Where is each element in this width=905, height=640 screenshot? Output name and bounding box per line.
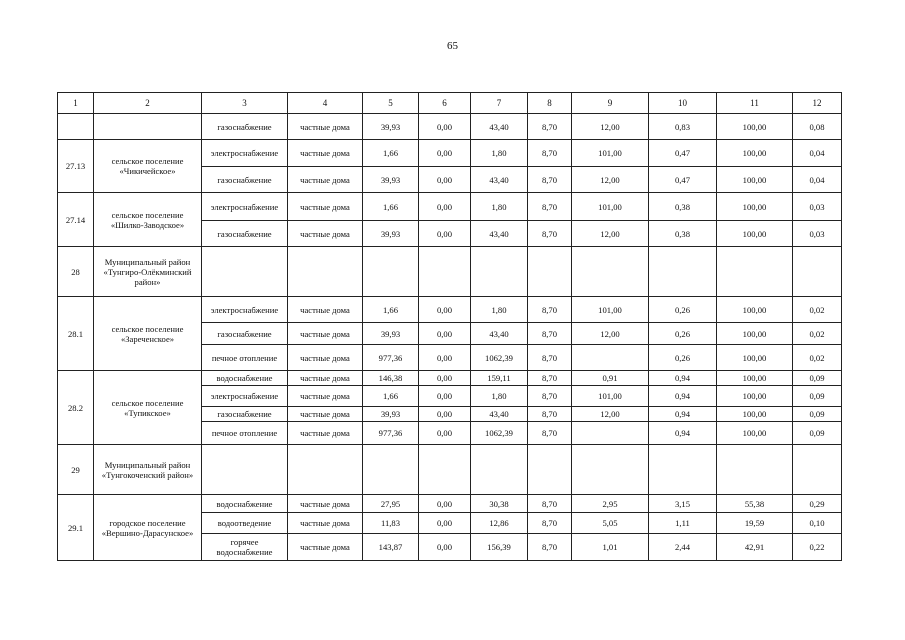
value-cell: 0,29 (793, 495, 842, 513)
settlement-name (94, 114, 202, 140)
value-cell: 0,03 (793, 221, 842, 247)
value-cell: 0,00 (419, 167, 471, 193)
table-body (58, 93, 842, 561)
header-cell: 9 (572, 93, 649, 114)
value-cell: 0,04 (793, 140, 842, 167)
value-cell: 30,38 (471, 495, 528, 513)
value-cell (717, 247, 793, 297)
value-cell: 0,47 (649, 167, 717, 193)
value-cell: 43,40 (471, 114, 528, 140)
value-cell: 8,70 (528, 407, 572, 422)
value-cell: 1062,39 (471, 345, 528, 371)
value-cell (793, 445, 842, 495)
value-cell: 0,10 (793, 513, 842, 534)
housing-type-cell: частные дома (288, 140, 363, 167)
value-cell: 2,44 (649, 534, 717, 561)
value-cell: 101,00 (572, 297, 649, 323)
value-cell: 0,00 (419, 193, 471, 221)
value-cell: 1,11 (649, 513, 717, 534)
value-cell: 0,00 (419, 323, 471, 345)
settlement-name: сельское поселение «Зареченское» (94, 297, 202, 371)
value-cell: 100,00 (717, 114, 793, 140)
value-cell: 1,66 (363, 386, 419, 407)
value-cell: 0,91 (572, 371, 649, 386)
value-cell: 8,70 (528, 345, 572, 371)
value-cell: 100,00 (717, 386, 793, 407)
value-cell (649, 247, 717, 297)
housing-type-cell: частные дома (288, 297, 363, 323)
value-cell: 100,00 (717, 167, 793, 193)
value-cell: 43,40 (471, 323, 528, 345)
value-cell: 0,22 (793, 534, 842, 561)
value-cell: 0,94 (649, 422, 717, 445)
value-cell: 12,00 (572, 114, 649, 140)
housing-type-cell (288, 445, 363, 495)
header-cell: 3 (202, 93, 288, 114)
value-cell: 146,38 (363, 371, 419, 386)
value-cell: 39,93 (363, 221, 419, 247)
table-row (58, 445, 842, 495)
header-cell: 12 (793, 93, 842, 114)
housing-type-cell: частные дома (288, 386, 363, 407)
value-cell: 0,00 (419, 513, 471, 534)
value-cell: 0,00 (419, 114, 471, 140)
value-cell: 2,95 (572, 495, 649, 513)
header-cell: 2 (94, 93, 202, 114)
housing-type-cell (288, 247, 363, 297)
value-cell (649, 445, 717, 495)
service-cell: газоснабжение (202, 114, 288, 140)
table-row (58, 495, 842, 513)
value-cell: 0,09 (793, 407, 842, 422)
value-cell: 0,00 (419, 345, 471, 371)
value-cell: 0,02 (793, 297, 842, 323)
service-cell: электроснабжение (202, 140, 288, 167)
header-row (58, 93, 842, 114)
value-cell: 42,91 (717, 534, 793, 561)
housing-type-cell: частные дома (288, 114, 363, 140)
value-cell: 8,70 (528, 167, 572, 193)
value-cell: 0,04 (793, 167, 842, 193)
value-cell: 8,70 (528, 221, 572, 247)
value-cell: 55,38 (717, 495, 793, 513)
value-cell: 0,00 (419, 534, 471, 561)
row-number: 27.13 (58, 140, 94, 193)
value-cell: 0,03 (793, 193, 842, 221)
row-number: 28 (58, 247, 94, 297)
value-cell (363, 445, 419, 495)
data-table (57, 92, 842, 561)
value-cell: 0,00 (419, 386, 471, 407)
table-row (58, 114, 842, 140)
service-cell (202, 445, 288, 495)
row-number: 28.1 (58, 297, 94, 371)
value-cell: 100,00 (717, 407, 793, 422)
housing-type-cell: частные дома (288, 323, 363, 345)
value-cell: 8,70 (528, 140, 572, 167)
value-cell: 977,36 (363, 345, 419, 371)
value-cell: 1,80 (471, 140, 528, 167)
value-cell: 1062,39 (471, 422, 528, 445)
housing-type-cell: частные дома (288, 371, 363, 386)
value-cell: 8,70 (528, 193, 572, 221)
value-cell: 100,00 (717, 140, 793, 167)
row-number: 29 (58, 445, 94, 495)
service-cell: электроснабжение (202, 297, 288, 323)
value-cell: 8,70 (528, 323, 572, 345)
value-cell: 12,00 (572, 221, 649, 247)
value-cell (572, 422, 649, 445)
value-cell: 100,00 (717, 422, 793, 445)
value-cell: 8,70 (528, 422, 572, 445)
value-cell: 0,09 (793, 386, 842, 407)
header-cell: 10 (649, 93, 717, 114)
page-number: 65 (447, 40, 458, 52)
service-cell: водоотведение (202, 513, 288, 534)
value-cell (793, 247, 842, 297)
settlement-name: сельское поселение «Чикичейское» (94, 140, 202, 193)
value-cell: 101,00 (572, 193, 649, 221)
table-row (58, 247, 842, 297)
value-cell: 0,94 (649, 407, 717, 422)
housing-type-cell: частные дома (288, 495, 363, 513)
housing-type-cell: частные дома (288, 167, 363, 193)
value-cell: 8,70 (528, 297, 572, 323)
value-cell: 0,00 (419, 297, 471, 323)
housing-type-cell: частные дома (288, 407, 363, 422)
value-cell: 0,00 (419, 221, 471, 247)
row-number: 29.1 (58, 495, 94, 561)
value-cell: 100,00 (717, 193, 793, 221)
value-cell: 12,00 (572, 323, 649, 345)
table-row (58, 193, 842, 221)
value-cell: 39,93 (363, 323, 419, 345)
value-cell (572, 247, 649, 297)
service-cell: газоснабжение (202, 407, 288, 422)
value-cell: 8,70 (528, 114, 572, 140)
header-cell: 11 (717, 93, 793, 114)
row-number (58, 114, 94, 140)
value-cell: 977,36 (363, 422, 419, 445)
value-cell: 0,26 (649, 323, 717, 345)
value-cell: 100,00 (717, 371, 793, 386)
value-cell: 100,00 (717, 221, 793, 247)
value-cell: 101,00 (572, 386, 649, 407)
value-cell: 8,70 (528, 386, 572, 407)
value-cell (572, 345, 649, 371)
value-cell: 0,00 (419, 407, 471, 422)
header-cell: 1 (58, 93, 94, 114)
value-cell: 0,00 (419, 140, 471, 167)
value-cell: 0,00 (419, 371, 471, 386)
value-cell (528, 445, 572, 495)
header-cell: 6 (419, 93, 471, 114)
service-cell: газоснабжение (202, 323, 288, 345)
header-cell: 4 (288, 93, 363, 114)
value-cell: 156,39 (471, 534, 528, 561)
value-cell: 0,02 (793, 345, 842, 371)
value-cell: 43,40 (471, 407, 528, 422)
row-number: 27.14 (58, 193, 94, 247)
housing-type-cell: частные дома (288, 422, 363, 445)
value-cell: 1,66 (363, 297, 419, 323)
service-cell (202, 247, 288, 297)
value-cell: 8,70 (528, 534, 572, 561)
value-cell: 0,47 (649, 140, 717, 167)
service-cell: газоснабжение (202, 221, 288, 247)
value-cell (717, 445, 793, 495)
value-cell: 27,95 (363, 495, 419, 513)
value-cell: 12,00 (572, 407, 649, 422)
value-cell: 1,80 (471, 386, 528, 407)
service-cell: водоснабжение (202, 371, 288, 386)
service-cell: электроснабжение (202, 386, 288, 407)
value-cell: 100,00 (717, 297, 793, 323)
value-cell (419, 445, 471, 495)
value-cell: 39,93 (363, 407, 419, 422)
housing-type-cell: частные дома (288, 221, 363, 247)
housing-type-cell: частные дома (288, 345, 363, 371)
value-cell: 100,00 (717, 323, 793, 345)
value-cell: 43,40 (471, 167, 528, 193)
value-cell: 12,86 (471, 513, 528, 534)
value-cell: 0,94 (649, 371, 717, 386)
service-cell: электроснабжение (202, 193, 288, 221)
value-cell: 0,26 (649, 297, 717, 323)
service-cell: горячее водоснабжение (202, 534, 288, 561)
value-cell: 19,59 (717, 513, 793, 534)
value-cell: 0,38 (649, 221, 717, 247)
value-cell: 0,08 (793, 114, 842, 140)
value-cell: 43,40 (471, 221, 528, 247)
value-cell (528, 247, 572, 297)
value-cell (419, 247, 471, 297)
value-cell: 8,70 (528, 495, 572, 513)
value-cell: 0,09 (793, 422, 842, 445)
value-cell: 1,80 (471, 193, 528, 221)
value-cell: 3,15 (649, 495, 717, 513)
value-cell: 143,87 (363, 534, 419, 561)
service-cell: печное отопление (202, 422, 288, 445)
service-cell: печное отопление (202, 345, 288, 371)
value-cell: 1,66 (363, 193, 419, 221)
header-cell: 8 (528, 93, 572, 114)
value-cell: 0,00 (419, 422, 471, 445)
settlement-name: Муниципальный район «Тунгокоченский район» (94, 445, 202, 495)
service-cell: газоснабжение (202, 167, 288, 193)
value-cell: 1,01 (572, 534, 649, 561)
settlement-name: Муниципальный район «Тунгиро-Олёкминский район» (94, 247, 202, 297)
value-cell: 159,11 (471, 371, 528, 386)
table-row (58, 140, 842, 167)
value-cell: 1,66 (363, 140, 419, 167)
service-cell: водоснабжение (202, 495, 288, 513)
table-row (58, 371, 842, 386)
settlement-name: городское поселение «Вершино-Дарасунское» (94, 495, 202, 561)
value-cell: 1,80 (471, 297, 528, 323)
value-cell: 0,09 (793, 371, 842, 386)
value-cell: 39,93 (363, 167, 419, 193)
value-cell (471, 247, 528, 297)
table-row (58, 297, 842, 323)
value-cell: 0,00 (419, 495, 471, 513)
value-cell: 11,83 (363, 513, 419, 534)
housing-type-cell: частные дома (288, 513, 363, 534)
value-cell: 0,02 (793, 323, 842, 345)
value-cell: 0,26 (649, 345, 717, 371)
value-cell: 5,05 (572, 513, 649, 534)
value-cell: 12,00 (572, 167, 649, 193)
housing-type-cell: частные дома (288, 534, 363, 561)
value-cell: 39,93 (363, 114, 419, 140)
value-cell: 0,83 (649, 114, 717, 140)
header-cell: 5 (363, 93, 419, 114)
value-cell: 8,70 (528, 513, 572, 534)
value-cell: 100,00 (717, 345, 793, 371)
value-cell: 0,38 (649, 193, 717, 221)
value-cell: 101,00 (572, 140, 649, 167)
value-cell (572, 445, 649, 495)
settlement-name: сельское поселение «Шилко-Заводское» (94, 193, 202, 247)
value-cell (471, 445, 528, 495)
housing-type-cell: частные дома (288, 193, 363, 221)
value-cell: 0,94 (649, 386, 717, 407)
value-cell (363, 247, 419, 297)
row-number: 28.2 (58, 371, 94, 445)
value-cell: 8,70 (528, 371, 572, 386)
settlement-name: сельское поселение «Тупикское» (94, 371, 202, 445)
header-cell: 7 (471, 93, 528, 114)
